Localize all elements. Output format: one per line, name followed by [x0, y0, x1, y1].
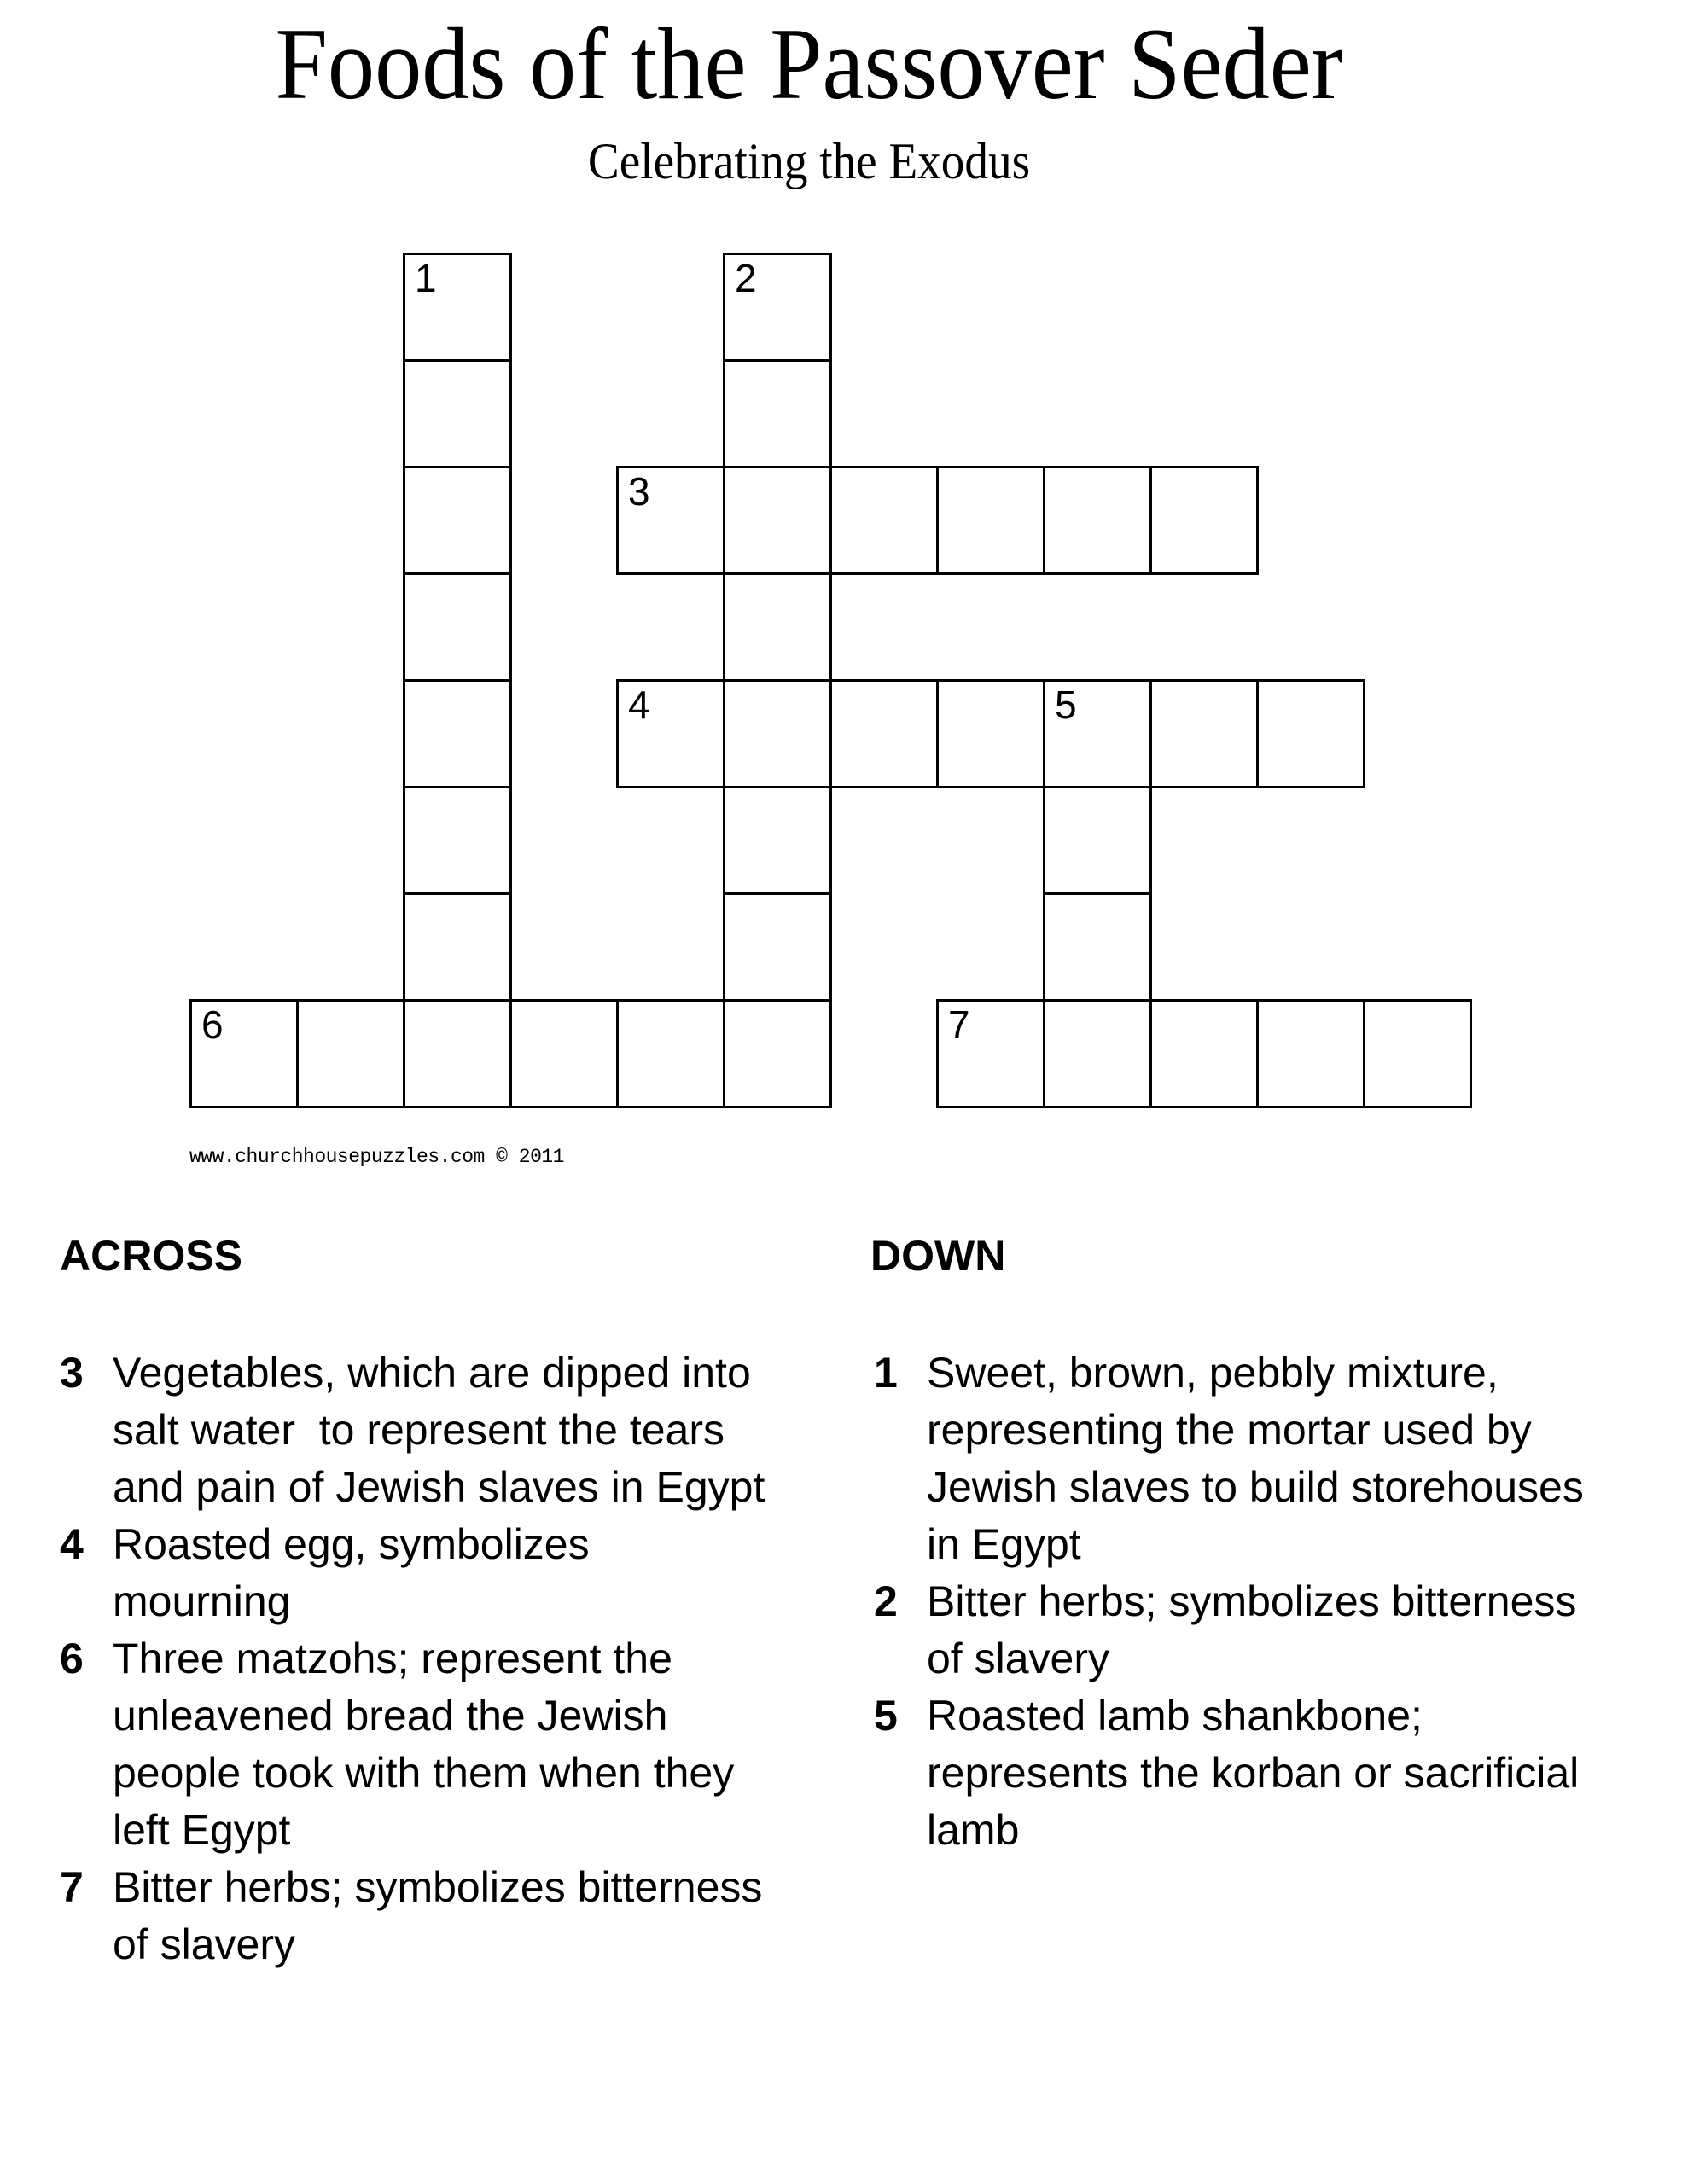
down-clue-2-line-1	[874, 1577, 1682, 1626]
page-title: Foods of the Passover Seder	[275, 7, 1343, 120]
across-heading: ACROSS	[60, 1232, 242, 1280]
grid-cell[interactable]	[723, 253, 832, 362]
grid-cell[interactable]	[829, 679, 939, 788]
clue-text: lamb	[927, 1806, 1020, 1854]
across-clue-3-line-2	[60, 1405, 889, 1455]
grid-cell-number: 3	[628, 469, 650, 514]
across-clue-3-number: 3	[60, 1349, 84, 1397]
grid-cell[interactable]	[936, 999, 1045, 1108]
grid-cell[interactable]	[723, 359, 832, 468]
clue-text: representing the mortar used by	[927, 1406, 1532, 1454]
grid-cell[interactable]	[616, 679, 725, 788]
grid-cell-number: 5	[1055, 682, 1077, 727]
across-clue-7-line-2	[60, 1920, 889, 1969]
across-clue-6-line-4	[60, 1805, 889, 1855]
copyright-line: www.churchhousepuzzles.com © 2011	[189, 1146, 564, 1168]
grid-cell[interactable]	[1149, 679, 1259, 788]
grid-cell[interactable]	[723, 999, 832, 1108]
across-clue-7-line-1	[60, 1862, 889, 1912]
grid-cell[interactable]	[723, 466, 832, 575]
across-clue-3-line-3	[60, 1462, 889, 1512]
clue-text: Vegetables, which are dipped into	[113, 1349, 751, 1397]
grid-cell[interactable]	[936, 466, 1045, 575]
clue-text: left Egypt	[113, 1806, 291, 1854]
down-clue-1-line-1	[874, 1348, 1682, 1397]
clue-text: Jewish slaves to build storehouses	[927, 1463, 1584, 1511]
grid-cell[interactable]	[1256, 679, 1365, 788]
grid-cell[interactable]	[403, 572, 512, 682]
down-clue-1-line-2	[874, 1405, 1682, 1455]
across-clue-6-line-3	[60, 1748, 889, 1798]
grid-cell[interactable]	[1256, 999, 1365, 1108]
across-clue-3-line-1	[60, 1348, 889, 1397]
across-clue-6-number: 6	[60, 1635, 84, 1682]
clue-text: of slavery	[927, 1635, 1109, 1682]
grid-cell[interactable]	[829, 466, 939, 575]
grid-cell[interactable]	[403, 359, 512, 468]
clue-text: represents the korban or sacrificial	[927, 1749, 1580, 1797]
clue-text: Sweet, brown, pebbly mixture,	[927, 1349, 1499, 1397]
clue-text: Roasted lamb shankbone;	[927, 1692, 1423, 1740]
grid-cell[interactable]	[189, 999, 299, 1108]
grid-cell-number: 7	[948, 1002, 970, 1047]
grid-cell[interactable]	[616, 466, 725, 575]
down-clue-1-line-3	[874, 1462, 1682, 1512]
grid-cell[interactable]	[1363, 999, 1472, 1108]
across-clue-4-line-1	[60, 1519, 889, 1569]
across-clue-4-line-2	[60, 1577, 889, 1626]
grid-cell[interactable]	[1043, 786, 1152, 895]
grid-cell[interactable]	[403, 466, 512, 575]
across-clue-4-number: 4	[60, 1520, 84, 1568]
page-subtitle: Celebrating the Exodus	[587, 133, 1031, 189]
down-clue-5-number: 5	[874, 1692, 898, 1740]
grid-cell[interactable]	[616, 999, 725, 1108]
grid-cell[interactable]	[509, 999, 619, 1108]
grid-cell[interactable]	[1043, 679, 1152, 788]
across-clue-7-number: 7	[60, 1863, 84, 1911]
across-clue-6-line-1	[60, 1634, 889, 1683]
grid-cell[interactable]	[1043, 892, 1152, 1002]
down-clue-1-line-4	[874, 1519, 1682, 1569]
across-clue-6-line-2	[60, 1691, 889, 1740]
clue-text: salt water to represent the tears	[113, 1406, 725, 1454]
grid-cell[interactable]	[403, 679, 512, 788]
clue-text: and pain of Jewish slaves in Egypt	[113, 1463, 765, 1511]
down-clue-5-line-3	[874, 1805, 1682, 1855]
grid-cell[interactable]	[1149, 466, 1259, 575]
clue-text: of slavery	[113, 1920, 295, 1968]
grid-cell-number: 6	[201, 1002, 224, 1047]
grid-cell[interactable]	[723, 572, 832, 682]
down-clue-5-line-2	[874, 1748, 1682, 1798]
grid-cell-number: 4	[628, 682, 650, 727]
clue-text: mourning	[113, 1577, 291, 1625]
down-clue-2-line-2	[874, 1634, 1682, 1683]
clue-text: Bitter herbs; symbolizes bitterness	[927, 1577, 1577, 1625]
clue-text: unleavened bread the Jewish	[113, 1692, 668, 1740]
down-clue-2-number: 2	[874, 1577, 898, 1625]
clue-text: in Egypt	[927, 1520, 1081, 1568]
grid-cell[interactable]	[1043, 999, 1152, 1108]
grid-cell[interactable]	[403, 999, 512, 1108]
clue-text: Three matzohs; represent the	[113, 1635, 672, 1682]
down-clue-5-line-1	[874, 1691, 1682, 1740]
grid-cell[interactable]	[403, 786, 512, 895]
grid-cell[interactable]	[936, 679, 1045, 788]
down-heading: DOWN	[870, 1232, 1006, 1280]
grid-cell[interactable]	[403, 892, 512, 1002]
grid-cell[interactable]	[1043, 466, 1152, 575]
clue-text: Bitter herbs; symbolizes bitterness	[113, 1863, 763, 1911]
down-clue-1-number: 1	[874, 1349, 898, 1397]
grid-cell[interactable]	[723, 786, 832, 895]
clue-text: Roasted egg, symbolizes	[113, 1520, 590, 1568]
grid-cell[interactable]	[723, 892, 832, 1002]
grid-cell[interactable]	[1149, 999, 1259, 1108]
grid-cell-number: 2	[735, 256, 757, 300]
clue-text: people took with them when they	[113, 1749, 735, 1797]
grid-cell[interactable]	[723, 679, 832, 788]
grid-cell[interactable]	[403, 253, 512, 362]
grid-cell-number: 1	[415, 256, 437, 300]
grid-cell[interactable]	[296, 999, 405, 1108]
